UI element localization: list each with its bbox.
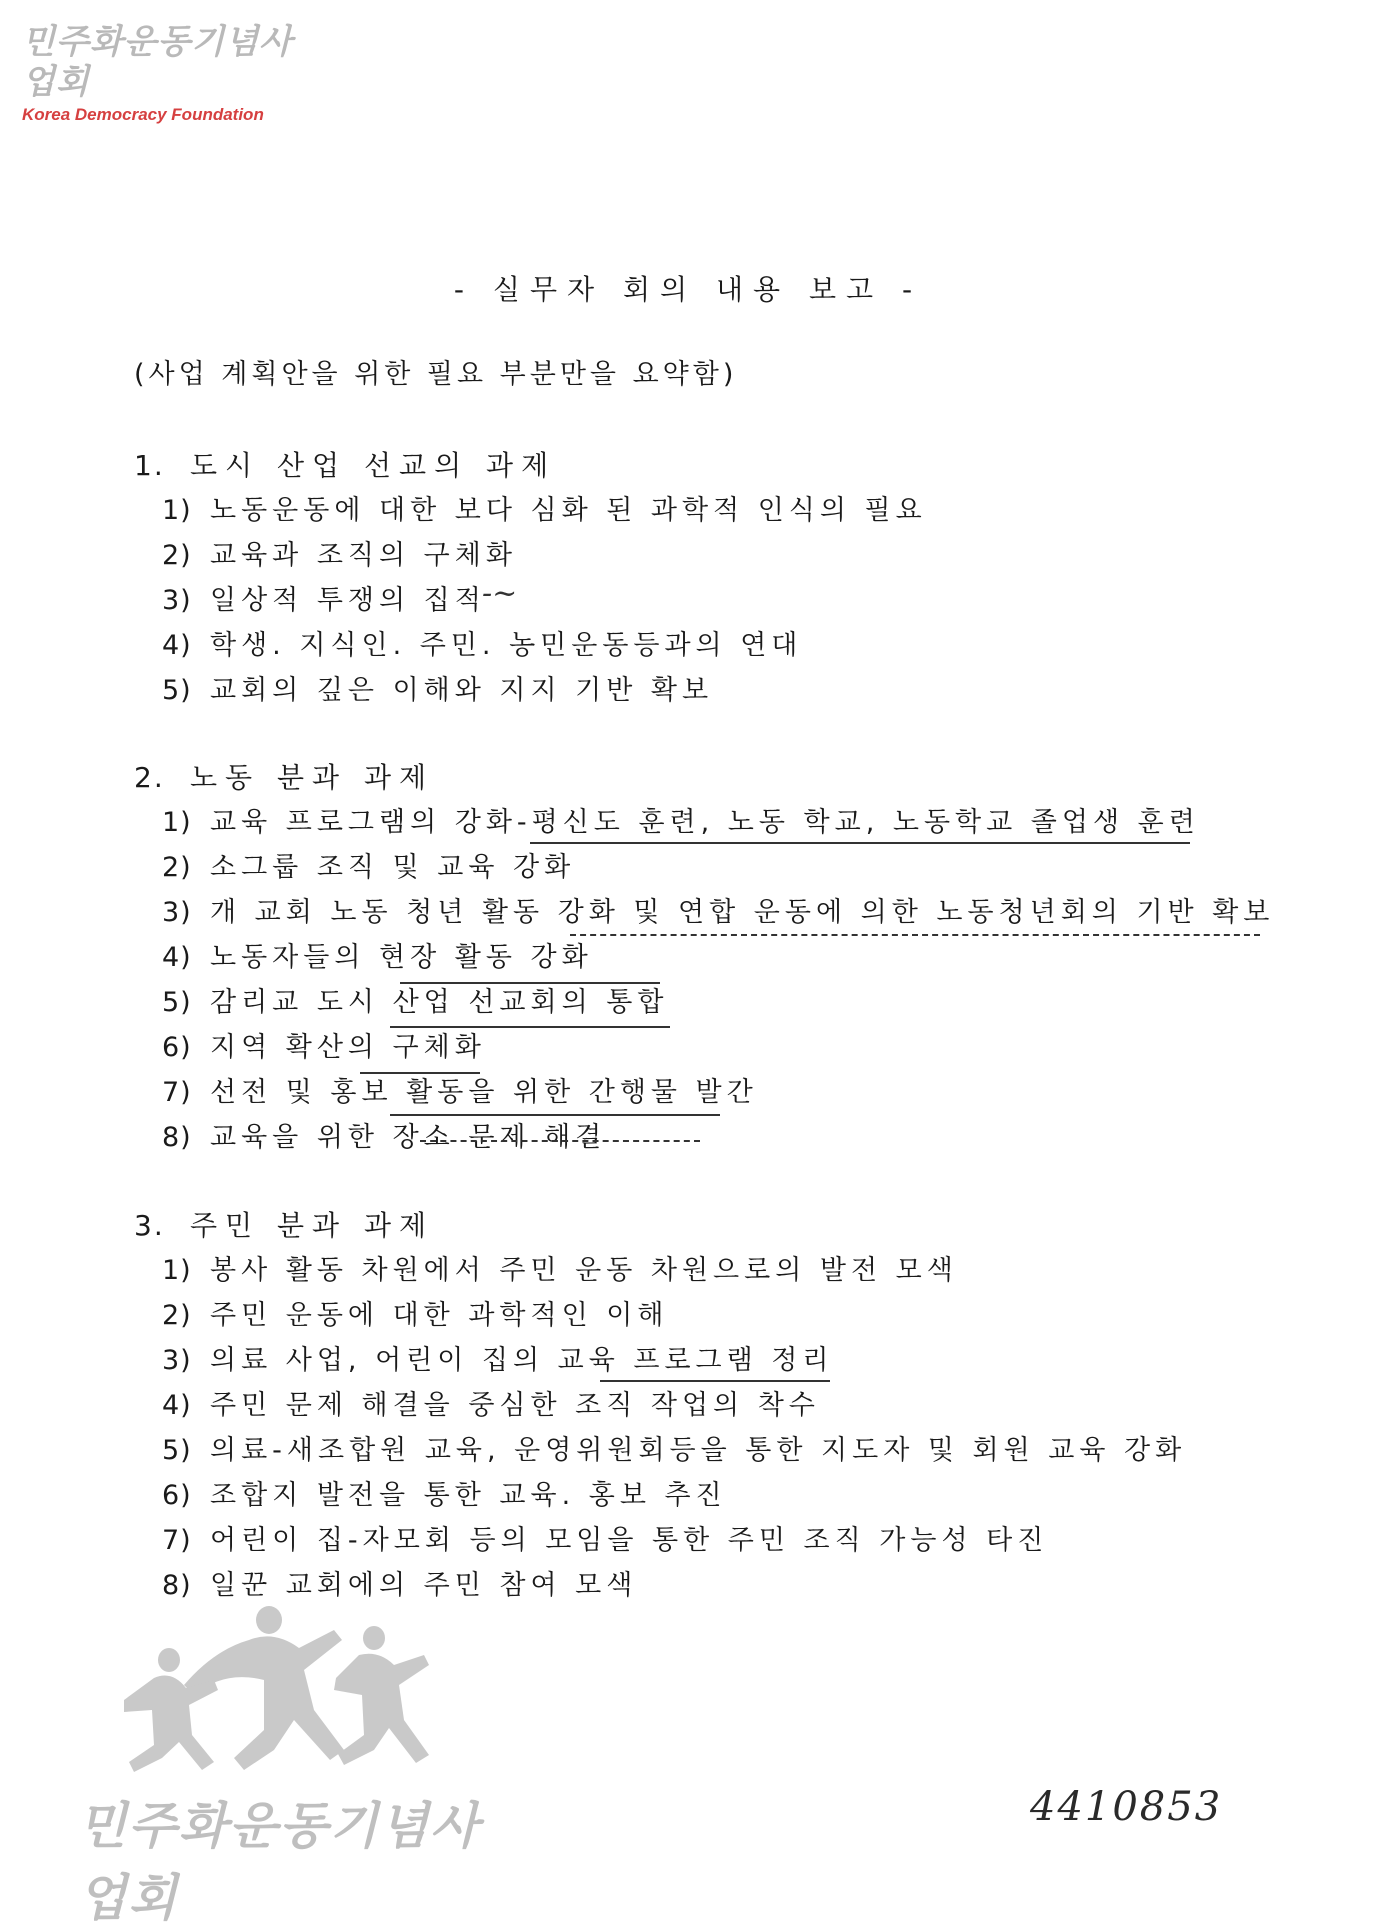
pen-underline xyxy=(400,982,660,984)
pen-underline xyxy=(420,1140,700,1142)
list-item xyxy=(134,1293,1186,1338)
item-number: 4) xyxy=(162,630,192,661)
archive-number: 4410853 xyxy=(1030,1784,1223,1830)
section-number: 1. xyxy=(134,449,165,482)
item-text: 선전 및 홍보 활동을 위한 간행물 발간 xyxy=(210,1077,758,1108)
section-heading xyxy=(134,756,1274,800)
section-3 xyxy=(134,1204,1186,1608)
list-item xyxy=(134,890,1274,935)
item-number: 5) xyxy=(162,1435,192,1466)
pen-underline xyxy=(390,1026,670,1028)
item-number: 8) xyxy=(162,1570,192,1601)
document-subtitle: (사업 계획안을 위한 필요 부분만을 요약함) xyxy=(134,359,738,390)
item-number: 3) xyxy=(162,585,192,616)
logo-english-text: Korea Democracy Foundation xyxy=(22,105,264,124)
item-text: 소그룹 조직 및 교육 강화 xyxy=(210,852,576,883)
section-number: 2. xyxy=(134,761,165,794)
item-number: 5) xyxy=(162,675,192,706)
section-2 xyxy=(134,756,1274,1160)
section-heading xyxy=(134,1204,1186,1248)
pen-underline xyxy=(530,842,1190,844)
list-item xyxy=(134,800,1274,845)
list-item xyxy=(134,488,927,533)
pen-underline xyxy=(600,1380,830,1382)
item-number: 8) xyxy=(162,1122,192,1153)
pen-annotation: -~ xyxy=(482,576,518,611)
item-number: 5) xyxy=(162,987,192,1018)
item-text: 일상적 투쟁의 집적 xyxy=(210,585,486,616)
item-number: 2) xyxy=(162,540,192,571)
item-number: 7) xyxy=(162,1077,192,1108)
logo-korean-text: 민주화운동기념사업회 xyxy=(78,1796,481,1927)
item-number: 4) xyxy=(162,1390,192,1421)
logo-korean-text: 민주화운동기념사업회 xyxy=(22,22,293,102)
section-title: 노동 분과 과제 xyxy=(190,761,435,794)
list-item xyxy=(134,578,927,623)
item-text: 조합지 발전을 통한 교육. 홍보 추진 xyxy=(210,1480,727,1511)
item-number: 4) xyxy=(162,942,192,973)
item-text: 개 교회 노동 청년 활동 강화 및 연합 운동에 의한 노동청년회의 기반 확보 xyxy=(210,897,1275,928)
item-text: 주민 문제 해결을 중심한 조직 작업의 착수 xyxy=(210,1390,820,1421)
item-number: 3) xyxy=(162,1345,192,1376)
list-item xyxy=(134,1338,1186,1383)
list-item xyxy=(134,1518,1186,1563)
item-text: 감리교 도시 산업 선교회의 통합 xyxy=(210,987,669,1018)
section-heading xyxy=(134,444,927,488)
pen-underline xyxy=(360,1072,480,1074)
list-item xyxy=(134,1025,1274,1070)
item-number: 2) xyxy=(162,1300,192,1331)
list-item xyxy=(134,1428,1186,1473)
item-text: 일꾼 교회에의 주민 참여 모색 xyxy=(210,1570,638,1601)
section-title: 도시 산업 선교의 과제 xyxy=(190,449,557,482)
item-number: 3) xyxy=(162,897,192,928)
list-item xyxy=(134,1070,1274,1115)
list-item xyxy=(134,935,1274,980)
item-text: 학생. 지식인. 주민. 농민운동등과의 연대 xyxy=(210,630,803,661)
item-text: 교육을 위한 장소 문제 해결 xyxy=(210,1122,607,1153)
list-item xyxy=(134,623,927,668)
pen-underline xyxy=(390,1114,720,1116)
item-number: 1) xyxy=(162,495,192,526)
item-number: 6) xyxy=(162,1032,192,1063)
item-text: 교회의 깊은 이해와 지지 기반 확보 xyxy=(210,675,714,706)
item-text: 지역 확산의 구체화 xyxy=(210,1032,486,1063)
list-item xyxy=(134,1473,1186,1518)
item-text: 의료-새조합원 교육, 운영위원회등을 통한 지도자 및 회원 교육 강화 xyxy=(210,1435,1187,1466)
list-item xyxy=(134,1115,1274,1160)
item-number: 6) xyxy=(162,1480,192,1511)
item-number: 1) xyxy=(162,1255,192,1286)
section-number: 3. xyxy=(134,1209,165,1242)
item-text: 봉사 활동 차원에서 주민 운동 차원으로의 발전 모색 xyxy=(210,1255,958,1286)
pen-underline xyxy=(570,934,1260,936)
list-item xyxy=(134,845,1274,890)
document-title: - 실무자 회의 내용 보고 - xyxy=(453,273,923,306)
item-number: 1) xyxy=(162,807,192,838)
item-number: 7) xyxy=(162,1525,192,1556)
item-text: 교육 프로그램의 강화-평신도 훈련, 노동 학교, 노동학교 졸업생 훈련 xyxy=(210,807,1200,838)
section-title: 주민 분과 과제 xyxy=(190,1209,435,1242)
item-text: 의료 사업, 어린이 집의 교육 프로그램 정리 xyxy=(210,1345,834,1376)
item-text: 교육과 조직의 구체화 xyxy=(210,540,517,571)
list-item xyxy=(134,1383,1186,1428)
list-item xyxy=(134,980,1274,1025)
item-text: 주민 운동에 대한 과학적인 이해 xyxy=(210,1300,669,1331)
item-text: 노동자들의 현장 활동 강화 xyxy=(210,942,593,973)
list-item xyxy=(134,668,927,713)
foundation-logo-header xyxy=(22,22,322,126)
foundation-logo-footer xyxy=(74,1600,494,1930)
item-text: 노동운동에 대한 보다 심화 된 과학적 인식의 필요 xyxy=(210,495,927,526)
section-1 xyxy=(134,444,927,713)
list-item xyxy=(134,1248,1186,1293)
item-text: 어린이 집-자모회 등의 모임을 통한 주민 조직 가능성 타진 xyxy=(210,1525,1049,1556)
list-item xyxy=(134,533,927,578)
running-figures-icon xyxy=(74,1600,474,1780)
item-number: 2) xyxy=(162,852,192,883)
